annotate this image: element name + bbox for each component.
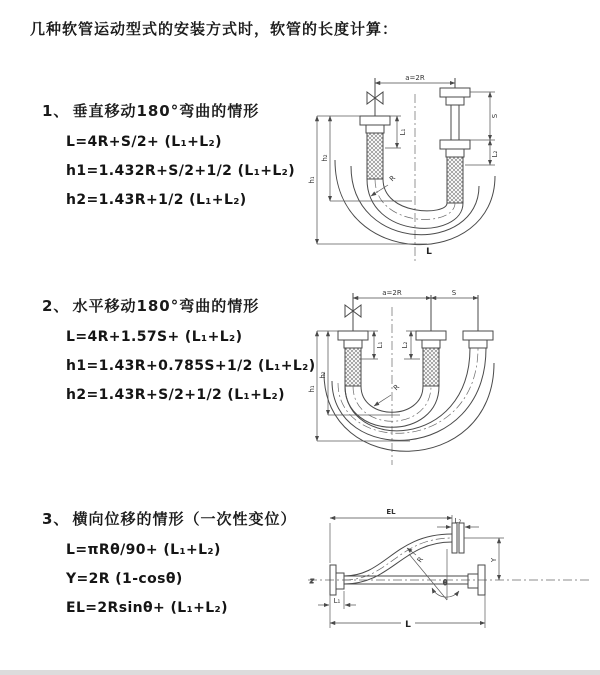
dim-label-width: a=2R (405, 74, 425, 82)
axis-mark: z (310, 577, 314, 585)
section-1-number: 1、 (42, 102, 70, 120)
radius-label: R (388, 174, 398, 184)
theta-label: θ (443, 579, 448, 587)
section-2-formula-L: L=4R+1.57S+ (L₁+L₂) (66, 329, 243, 345)
section-1-formula-L: L=4R+S/2+ (L₁+L₂) (66, 134, 222, 150)
dim-label-l1: L₁ (399, 128, 407, 136)
dim-label-h1: h₁ (308, 385, 316, 393)
curved-hose-position-2 (344, 523, 464, 584)
dim-label-s: S (491, 113, 499, 119)
construction-lines (409, 549, 459, 600)
dim-label-y: Y (490, 557, 498, 563)
left-hose-braid (367, 133, 383, 179)
dim-label-l1: L₁ (333, 597, 341, 605)
right-flange (463, 331, 493, 348)
section-1 (42, 100, 332, 208)
dim-label-h2: h₂ (319, 371, 327, 379)
diagram-lateral-displacement (300, 503, 600, 638)
dim-label-el: EL (386, 508, 396, 516)
left-flange (360, 116, 390, 133)
section-3 (42, 508, 332, 616)
right-pipe-walls (451, 105, 459, 140)
dim-label-l2: L₂ (491, 150, 499, 158)
dim-label-l: L (405, 620, 411, 630)
middle-hose-braid (423, 348, 439, 386)
section-2-formula-h1: h1=1.43R+0.785S+1/2 (L₁+L₂) (66, 358, 316, 374)
right-lower-flange (440, 140, 470, 157)
dim-label-l2: L₂ (401, 341, 409, 349)
radius-label: R (392, 383, 402, 393)
right-upper-flange (440, 88, 470, 105)
section-1-heading (42, 100, 332, 121)
section-2-heading (42, 295, 332, 316)
left-hose-braid (345, 348, 361, 386)
section-2 (42, 295, 332, 403)
section-2-formula-h2: h2=1.43R+S/2+1/2 (L₁+L₂) (66, 387, 285, 403)
section-1-formula-h2: h2=1.43R+1/2 (L₁+L₂) (66, 192, 247, 208)
section-2-number: 2、 (42, 297, 70, 315)
connector-pipes (431, 295, 478, 331)
section-2-title: 水平移动180°弯曲的情形 (72, 297, 260, 315)
diagram-vertical-180-bend (308, 68, 598, 268)
section-1-formula-h1: h1=1.432R+S/2+1/2 (L₁+L₂) (66, 163, 296, 179)
section-3-formula-EL: EL=2Rsinθ+ (L₁+L₂) (66, 600, 228, 616)
page-title: 几种软管运动型式的安装方式时，软管的长度计算： (30, 20, 399, 38)
dimensions (308, 74, 499, 257)
diagram-horizontal-180-bend (308, 283, 598, 468)
middle-flange (416, 331, 446, 348)
section-1-title: 垂直移动180°弯曲的情形 (72, 102, 260, 120)
dim-label-h1: h₁ (308, 176, 316, 184)
section-3-formula-Y: Y=2R (1-cosθ) (66, 571, 183, 587)
length-label: L (426, 247, 432, 257)
section-3-heading (42, 508, 332, 529)
dim-label-l1: L₁ (376, 341, 384, 349)
left-flange (338, 331, 368, 348)
radius-label: R (415, 555, 426, 565)
dimensions (308, 289, 478, 441)
section-3-formula-L: L=πRθ/90+ (L₁+L₂) (66, 542, 221, 558)
page-bottom-edge (0, 670, 600, 675)
dim-label-h2: h₂ (321, 154, 329, 162)
dim-label-width: a=2R (382, 289, 402, 297)
dim-label-l2: L₂ (454, 517, 462, 525)
dim-label-s: S (451, 289, 457, 297)
section-3-number: 3、 (42, 510, 70, 528)
section-3-title: 横向位移的情形（一次性变位） (72, 510, 297, 528)
dimensions (318, 508, 504, 630)
right-hose-braid (447, 157, 463, 203)
